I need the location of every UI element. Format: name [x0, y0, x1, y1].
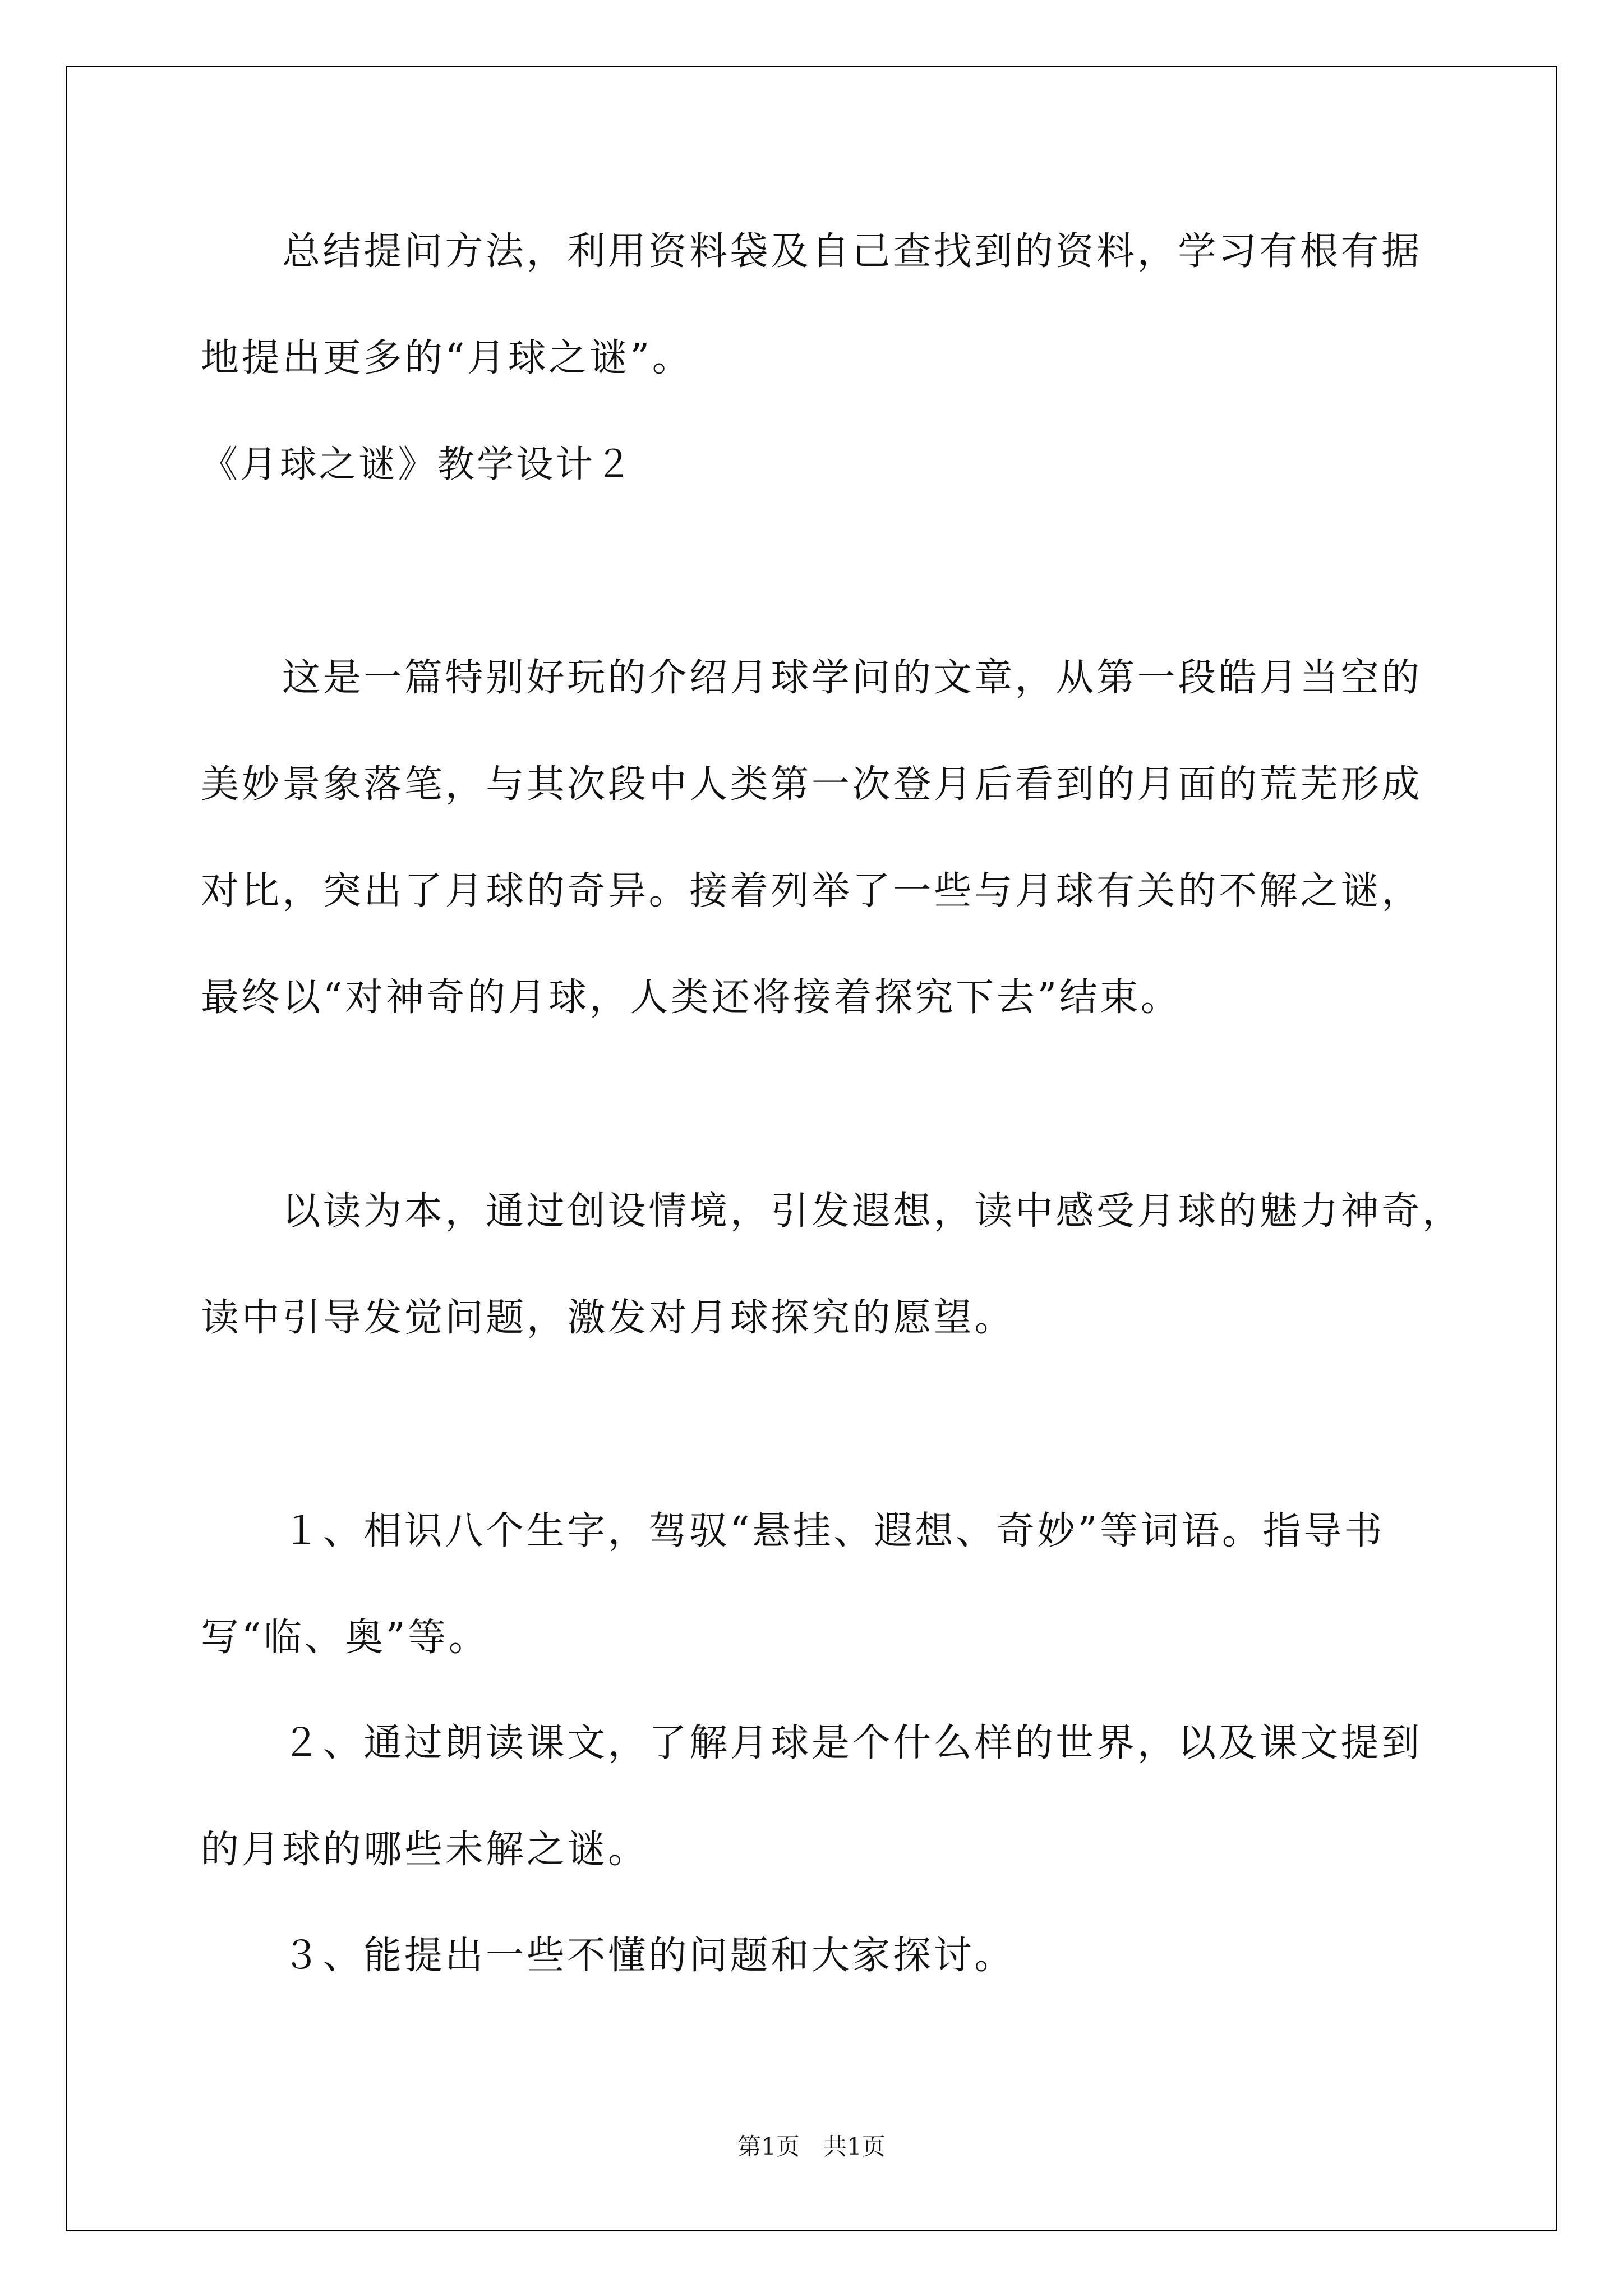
paragraph-line: 读中引导发觉问题，激发对月球探究的愿望。	[201, 1296, 1016, 1340]
paragraph-line: ２、通过朗读课文，了解月球是个什么样的世界，以及课文提到	[282, 1721, 1422, 1765]
page-footer: 第1页 共1页	[737, 2133, 886, 2160]
paragraph-line: 以读为本，通过创设情境，引发遐想，读中感受月球的魅力神奇，	[282, 1189, 1463, 1234]
closing-paragraph	[201, 199, 1423, 412]
teaching-idea-paragraph	[201, 1158, 1463, 1372]
paragraph-line: 写“临、奥”等。	[201, 1616, 490, 1660]
paragraph-line: ３、能提出一些不懂的问题和大家探讨。	[282, 1934, 1015, 1978]
paragraph-line: 对比，突出了月球的奇异。接着列举了一些与月球有关的不解之谜，	[201, 869, 1423, 913]
paragraph-line: 地提出更多的“月球之谜”。	[201, 336, 693, 380]
objective-item-1	[201, 1478, 1423, 1691]
section-title-text: 《月球之谜》教学设计２	[201, 443, 635, 486]
objective-item-3	[201, 1903, 1423, 2009]
section-title	[201, 411, 1423, 518]
paragraph-line: 的月球的哪些未解之谜。	[201, 1828, 649, 1872]
paragraph-line: １、相识八个生字，驾驭“悬挂、遐想、奇妙”等词语。指导书	[282, 1509, 1385, 1553]
paragraph-line: 这是一篇特别好玩的介绍月球学问的文章，从第一段皓月当空的	[282, 656, 1422, 700]
paragraph-line: 最终以“对神奇的月球，人类还将接着探究下去”结束。	[201, 976, 1182, 1020]
paragraph-line: 总结提问方法，利用资料袋及自己查找到的资料，学习有根有据	[282, 229, 1422, 274]
objective-item-2	[201, 1690, 1423, 1903]
text-analysis-paragraph	[201, 625, 1423, 1051]
paragraph-line: 美妙景象落笔，与其次段中人类第一次登月后看到的月面的荒芜形成	[201, 762, 1423, 807]
